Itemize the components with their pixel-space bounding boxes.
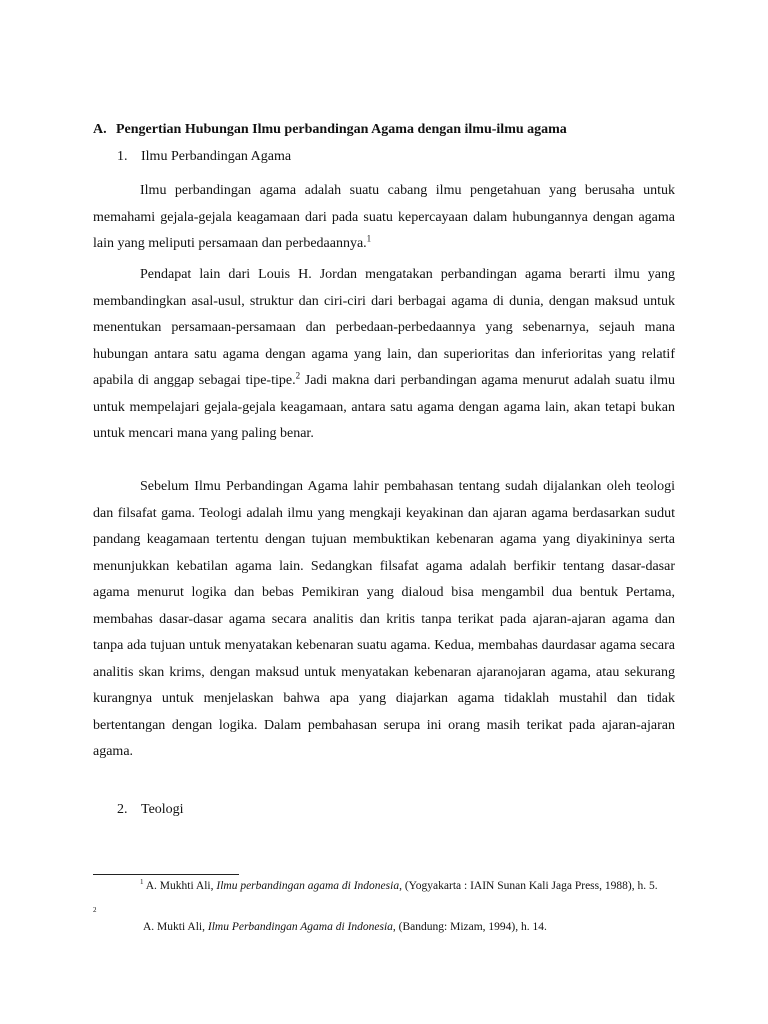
section-letter: A. — [93, 122, 107, 137]
paragraph-2-text-b: Jadi makna dari perbandingan agama menurut adalah suatu ilmu untuk mempelajari gejala-gejala keagamaan, antara satu agama dengan agama lain, akan tetapi bukan untuk mencari mana yang paling benar. — [93, 373, 675, 441]
paragraph-2-text-a: Pendapat lain dari Louis H. Jordan mengatakan perbandingan agama berarti ilmu yang membandingkan asal-usul, struktur dan ciri-ciri dari berbagai agama di dunia, dengan maksud untuk menentukan persamaan-persamaan dan perbedaan-perbedaannya yang sebenarnya, sejauh mana hubungan antara satu agama dengan agama yang lain, dan superioritas dan inferioritas yang relatif apabila di anggap sebagai tipe-tipe. — [93, 267, 675, 388]
footnote-1-title: Ilmu perbandingan agama di Indonesia — [216, 880, 400, 892]
subsection-title-2: Teologi — [141, 802, 184, 817]
paragraph-1 — [93, 178, 675, 258]
paragraph-3-text: Sebelum Ilmu Perbandingan Agama lahir pembahasan tentang sudah dijalankan oleh teologi dan filsafat gama. Teologi adalah ilmu yang mengkaji keyakinan dan ajaran agama berdasarkan sudut pandang keagamaan tertentu dengan tujuan membuktikan kebenaran agama yang diyakininya serta menunjukkan kebatilan agama lain. Sedangkan filsafat agama adalah berfikir tentang dasar-dasar agama menurut logika dan bebas Pemikiran yang dialoud bisa mengambil dua bentuk Pertama, membahas dasar-dasar agama secara analitis dan kritis tanpa terikat pada ajaran-ajaran agama dan tanpa ada tujuan untuk menyatakan kebenaran suatu agama. Kedua, membahas daurdasar agama secara analitis skan krims, dengan maksud untuk menyatakan kebenaran ajaranojaran agama, atau sekurang kurangnya untuk menjelaskan bahwa apa yang diajarkan agama tidaklah mustahil dan tidak bertentangan dengan logika. Dalam pembahasan serupa ini orang masih terikat pada ajaran-ajaran agama. — [93, 479, 675, 759]
subsection-heading-2 — [117, 800, 184, 820]
paragraph-1-text: Ilmu perbandingan agama adalah suatu cabang ilmu pengetahuan yang berusaha untuk memahami gejala-gejala keagamaan dari pada suatu kepercayaan dalam hubungannya dengan agama lain yang meliputi persamaan dan perbedaannya. — [93, 183, 675, 251]
footnote-ref-2: 2 — [295, 370, 301, 381]
subsection-number-2: 2. — [117, 802, 128, 817]
footnote-1-author: A. Mukhti Ali, — [143, 880, 217, 892]
footnote-2-author: A. Mukti Ali, — [143, 921, 208, 933]
section-title: Pengertian Hubungan Ilmu perbandingan Agama dengan ilmu-ilmu agama — [116, 122, 567, 137]
section-heading — [93, 120, 675, 140]
footnote-2-title: Ilmu Perbandingan Agama di Indonesia — [207, 921, 393, 933]
footnote-divider — [93, 874, 239, 875]
paragraph-3 — [93, 474, 675, 766]
footnote-1-mark: 1 — [140, 878, 144, 887]
footnote-2-rest: , (Bandung: Mizam, 1994), h. 14. — [392, 921, 547, 933]
paragraph-2 — [93, 262, 675, 448]
footnote-2-mark: 2 — [93, 906, 97, 915]
subsection-number-1: 1. — [117, 149, 128, 164]
document-page — [93, 0, 675, 1024]
footnote-1-rest: , (Yogyakarta : IAIN Sunan Kali Jaga Press, 1988), h. 5. — [399, 880, 658, 892]
subsection-heading-1 — [117, 147, 291, 167]
footnote-1 — [93, 879, 675, 894]
footnote-2 — [93, 920, 675, 935]
footnote-ref-1: 1 — [366, 233, 372, 244]
subsection-title-1: Ilmu Perbandingan Agama — [141, 149, 292, 164]
